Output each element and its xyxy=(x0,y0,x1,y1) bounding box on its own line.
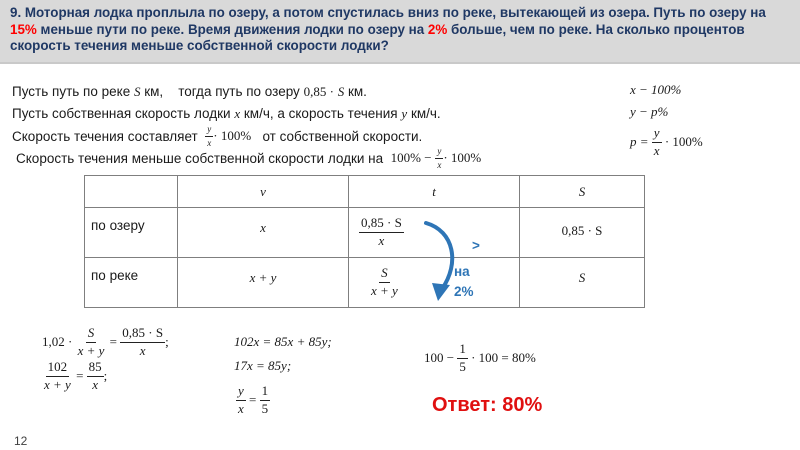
var-x: x xyxy=(234,106,241,121)
fraction xyxy=(120,326,165,359)
reasoning-line-1 xyxy=(12,84,367,100)
denominator: x xyxy=(92,376,99,392)
header-s: S xyxy=(520,176,645,208)
times-100: · 100% xyxy=(443,150,482,165)
equals: = xyxy=(109,334,117,350)
numerator: y xyxy=(205,124,213,136)
answer: Ответ: 80% xyxy=(432,394,543,416)
fraction xyxy=(457,342,468,375)
problem-statement xyxy=(0,0,800,64)
formula-left: p = xyxy=(630,134,649,150)
equation-1 xyxy=(42,326,169,359)
denominator: 5 xyxy=(459,358,466,374)
header-v: v xyxy=(178,176,349,208)
denominator: x + y xyxy=(77,342,105,358)
numerator: S xyxy=(86,326,97,343)
text: км, xyxy=(144,84,164,99)
denominator: x xyxy=(238,400,244,416)
cell-v-lake: x xyxy=(178,208,349,258)
var-s: S xyxy=(133,84,141,99)
denominator: x xyxy=(139,342,146,358)
text: 1,02 · xyxy=(42,334,73,350)
reasoning-line-4 xyxy=(16,146,481,170)
numerator: 0,85 · S xyxy=(120,326,165,343)
proportion-row-2: y − p% xyxy=(630,104,669,119)
fraction xyxy=(87,360,104,393)
denominator: x xyxy=(437,159,442,170)
coef: 0,85 · xyxy=(303,84,334,99)
problem-text-2: меньше пути по реке. Время движения лодки по озеру на xyxy=(36,21,428,37)
var-s: S xyxy=(337,84,345,99)
equation-5 xyxy=(236,384,270,417)
numerator: 85 xyxy=(87,360,104,377)
page-number: 12 xyxy=(14,434,28,448)
numerator: 1 xyxy=(457,342,468,359)
text: км. xyxy=(347,84,367,99)
denominator: x xyxy=(653,142,660,158)
fraction xyxy=(76,326,107,359)
var-y: y xyxy=(401,106,408,121)
text: Скорость течения меньше собственной скорости лодки на xyxy=(16,150,384,166)
fraction-y-over-x xyxy=(652,126,662,159)
reasoning-line-2 xyxy=(12,106,441,122)
numerator: 0,85 · S xyxy=(359,216,404,233)
fraction-time-lake xyxy=(359,216,404,249)
problem-percent-15: 15% xyxy=(10,21,37,37)
fraction-y-over-x xyxy=(205,124,213,148)
denominator: x xyxy=(378,233,385,248)
numerator: 102 xyxy=(46,360,70,377)
semicolon: ; xyxy=(165,334,169,350)
text: · 100 = 80% xyxy=(471,350,536,366)
denominator: x + y xyxy=(371,283,398,298)
problem-number: 9. xyxy=(10,5,22,20)
fraction-time-river xyxy=(369,266,400,299)
text: км/ч. xyxy=(410,106,441,121)
numerator: S xyxy=(379,266,390,283)
text: тогда путь по озеру xyxy=(178,84,300,99)
denominator: x + y xyxy=(44,376,71,392)
numerator: 1 xyxy=(260,384,271,401)
numerator: y xyxy=(435,146,443,158)
denominator: x xyxy=(207,137,212,148)
proportion-row-1: x − 100% xyxy=(630,82,682,97)
fraction xyxy=(260,384,271,417)
cell-v-river: x + y xyxy=(178,258,349,308)
compare-text: на 2% xyxy=(454,264,474,299)
text: 100 − xyxy=(424,350,455,366)
data-table xyxy=(84,175,645,308)
compare-sign: > xyxy=(472,238,480,253)
text: от собственной скорости. xyxy=(262,128,423,144)
minus-100: 100% − xyxy=(390,150,432,165)
row-label-lake: по озеру xyxy=(85,208,178,258)
table-row xyxy=(85,258,645,308)
cell-s-river: S xyxy=(520,258,645,308)
table-row xyxy=(85,208,645,258)
row-label-river: по реке xyxy=(85,258,178,308)
formula-right: · 100% xyxy=(664,134,703,150)
table-header-row xyxy=(85,176,645,208)
header-t: t xyxy=(349,176,520,208)
table-corner xyxy=(85,176,178,208)
problem-text-1: Моторная лодка проплыла по озеру, а потом спустилась вниз по реке, вытекающей из озера. Путь по озеру на xyxy=(21,5,766,20)
text: Пусть собственная скорость лодки xyxy=(12,106,231,121)
denominator: 5 xyxy=(261,400,269,416)
equation-3: 102x = 85x + 85y; xyxy=(234,334,332,349)
fraction-y-over-x xyxy=(435,146,443,170)
problem-text-3: больше, чем по реке. На сколько процентов скорость течения меньше собственной скорости лодки? xyxy=(10,21,745,54)
text: км/ч, а скорость течения xyxy=(243,106,398,121)
equals: = xyxy=(249,392,257,408)
equation-4: 17x = 85y; xyxy=(234,358,292,373)
text: Пусть путь по реке xyxy=(12,84,131,99)
fraction xyxy=(236,384,246,417)
numerator: y xyxy=(236,384,246,401)
numerator: y xyxy=(652,126,662,143)
equation-2 xyxy=(42,360,107,393)
fraction xyxy=(42,360,73,393)
text: Скорость течения составляет xyxy=(12,128,198,144)
cell-s-lake: 0,85 · S xyxy=(520,208,645,258)
problem-percent-2: 2% xyxy=(427,21,448,37)
reasoning-line-3 xyxy=(12,124,422,148)
equation-6 xyxy=(424,342,536,375)
proportion-formula xyxy=(630,126,703,159)
semicolon: ; xyxy=(103,368,108,384)
times-100: · 100% xyxy=(213,128,252,143)
equals: = xyxy=(76,368,84,384)
